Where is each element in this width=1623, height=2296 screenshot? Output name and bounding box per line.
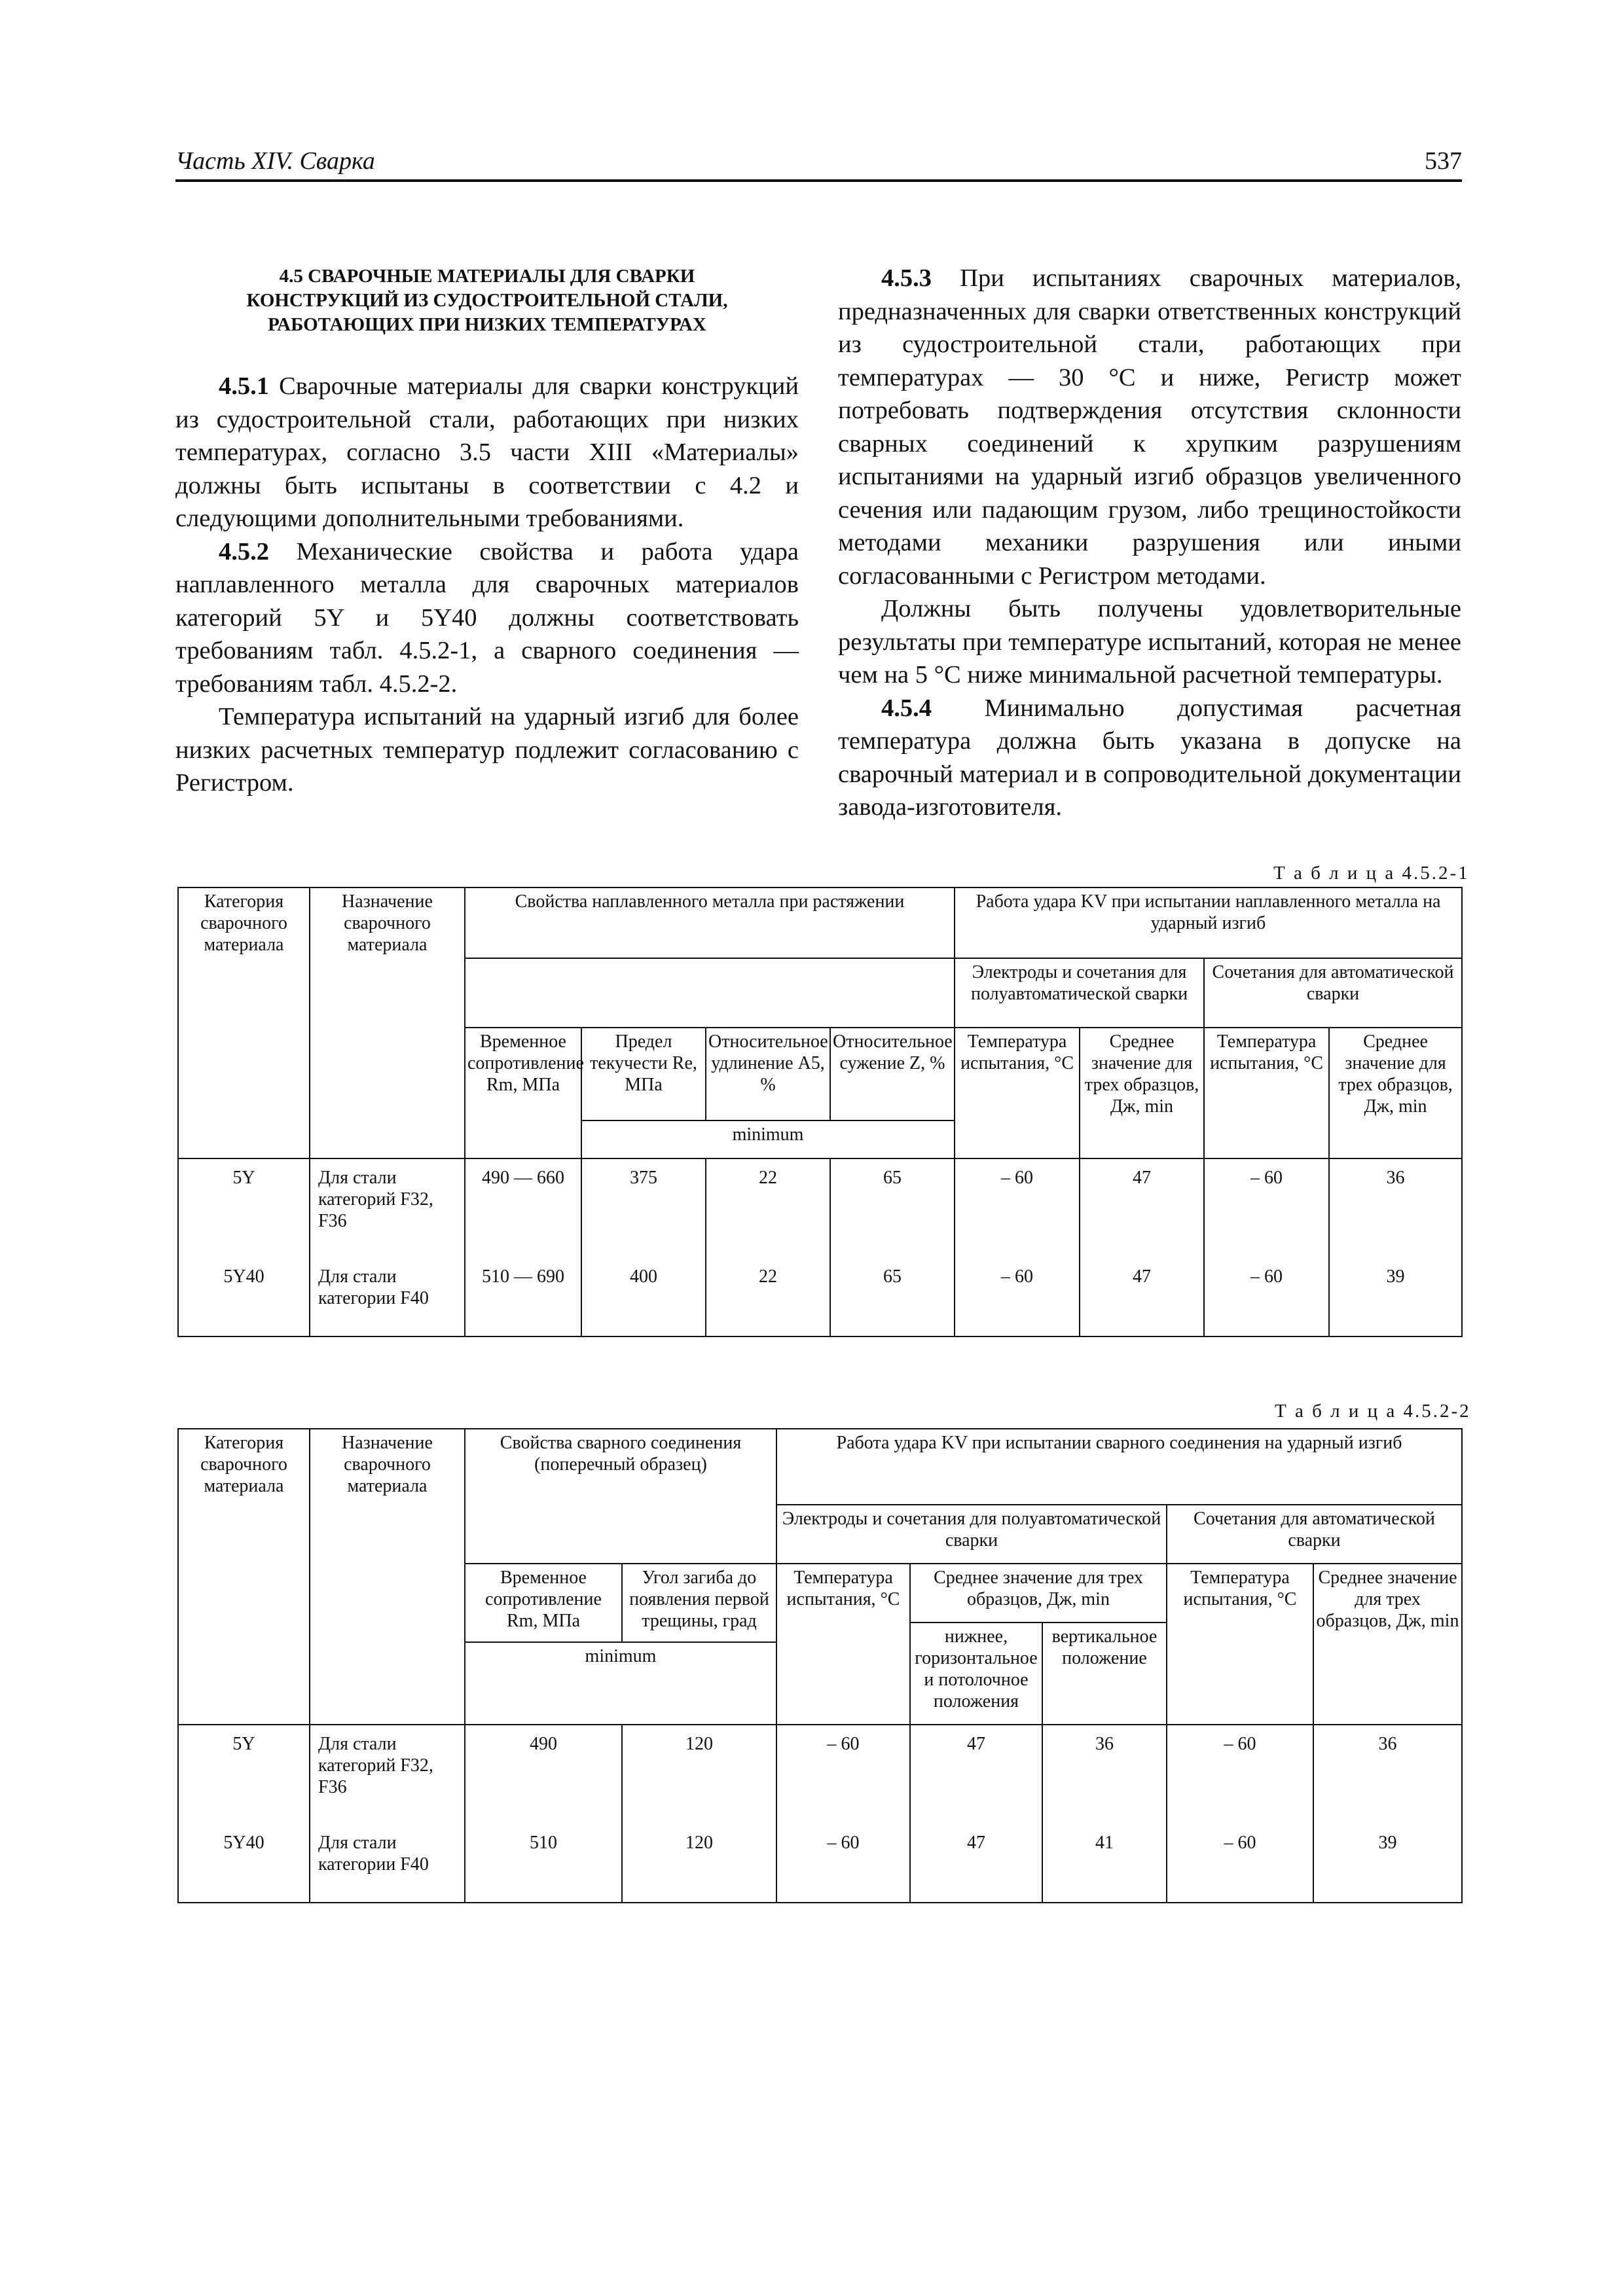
t1-h-temp-semi: Температура испытания, °C [955, 1028, 1080, 1158]
t1-h-auto: Сочетания для автоматической сварки [1204, 958, 1462, 1028]
paragraph-4-5-3: 4.5.3 При испытаниях сварочных материалов, предназначенных для сварки ответственных конструкций из судостроительной стали, работающих при температурах — 30 °C и ниже, Регистр может потребовать подтверждения отсутствия склонности сварных соединений к хрупким разрушениям испытаниями на ударный изгиб образцов увеличенного сечения или падающим грузом, либо трещиностойкости методами механики разрушения или иными согласованными с Регистром методами. [838, 264, 1462, 590]
t1-h-impact: Работа удара KV при испытании наплавленного металла на ударный изгиб [955, 888, 1462, 958]
paragraph-4-5-1: 4.5.1 Сварочные материалы для сварки конструкций из судостроительной стали, работающих при низких температурах, согласно 3.5 части XIII «Материалы» должны быть испытаны в соответствии с 4.2 и следующими дополнительными требованиями. [175, 372, 799, 532]
t1-h-electrodes: Электроды и сочетания для полуавтоматической сварки [955, 958, 1204, 1028]
running-title: Часть XIV. Сварка [175, 147, 375, 175]
paragraph-4-5-3-continued: Должны быть получены удовлетворительные результаты при температуре испытаний, которая не менее чем на 5 °C ниже минимальной расчетной температуры. [838, 595, 1461, 689]
t1-row-5y40: 5Y40 Для стали категории F40 510 — 690 400 22 65 – 60 47 – 60 39 [178, 1263, 1462, 1336]
t1-h-avg-auto: Среднее значение для трех образцов, Дж, min [1329, 1028, 1462, 1158]
t1-h-minimum: minimum [581, 1121, 955, 1158]
page-number: 537 [1425, 147, 1462, 175]
section-heading: 4.5 СВАРОЧНЫЕ МАТЕРИАЛЫ ДЛЯ СВАРКИ КОНСТРУКЦИЙ ИЗ СУДОСТРОИТЕЛЬНОЙ СТАЛИ, РАБОТАЮЩИХ ПРИ НИЗКИХ ТЕМПЕРАТУРАХ [246, 266, 728, 335]
t2-h-avg3: Среднее значение для трех образцов, Дж, min [910, 1564, 1167, 1623]
table-4-5-2-2 [177, 1428, 1463, 1903]
right-column [838, 262, 1461, 824]
t1-h-re: Предел текучести Re, МПа [581, 1028, 706, 1121]
t2-row-5y: 5Y Для стали категорий F32, F36 490 120 – 60 47 36 – 60 36 [178, 1725, 1462, 1829]
t1-h-props: Свойства наплавленного металла при растяжении [465, 888, 955, 958]
t2-h-avg-auto: Среднее значение для трех образцов, Дж, min [1313, 1564, 1462, 1725]
t1-h-category: Категория сварочного материала [178, 888, 310, 1158]
t2-h-minimum: minimum [465, 1642, 776, 1725]
t1-h-z: Относительное сужение Z, % [830, 1028, 955, 1121]
t2-h-electrodes: Электроды и сочетания для полуавтоматической сварки [776, 1505, 1167, 1564]
t1-h-temp-auto: Температура испытания, °C [1204, 1028, 1329, 1158]
page-header [175, 145, 1462, 182]
table2-caption: Т а б л и ц а 4.5.2-2 [1275, 1401, 1471, 1422]
left-column [175, 262, 799, 800]
paragraph-4-5-2: 4.5.2 Механические свойства и работа удара наплавленного металла для сварочных материалов категорий 5Y и 5Y40 должны соответствовать требованиям табл. 4.5.2-1, а сварного соединения — требованиям табл. 4.5.2-2. [175, 537, 799, 698]
t1-row-5y: 5Y Для стали категорий F32, F36 490 — 660 375 22 65 – 60 47 – 60 36 [178, 1158, 1462, 1263]
t2-row-5y40: 5Y40 Для стали категории F40 510 120 – 60 47 41 – 60 39 [178, 1829, 1462, 1903]
paragraph-4-5-2-continued: Температура испытаний на ударный изгиб для более низких расчетных температур подлежит согласованию с Регистром. [175, 703, 799, 797]
t2-h-category: Категория сварочного материала [178, 1429, 310, 1725]
paragraph-4-5-4: 4.5.4 Минимально допустимая расчетная температура должна быть указана в допуске на сварочный материал и в сопроводительной документации завода-изготовителя. [838, 694, 1461, 821]
table-4-5-2-1 [177, 887, 1463, 1337]
t2-h-bend: Угол загиба до появления первой трещины, град [622, 1564, 776, 1642]
table1-caption: Т а б л и ц а 4.5.2-1 [1273, 863, 1470, 884]
t2-h-auto: Сочетания для автоматической сварки [1167, 1505, 1462, 1564]
t2-h-vert: вертикальное положение [1042, 1623, 1167, 1725]
t2-h-impact: Работа удара KV при испытании сварного соединения на ударный изгиб [776, 1429, 1462, 1505]
t2-h-props: Свойства сварного соединения (поперечный образец) [465, 1429, 776, 1564]
t1-h-props-spacer [465, 958, 955, 1028]
t2-h-rm: Временное сопротивление Rm, МПа [465, 1564, 622, 1642]
t2-h-temp-semi: Температура испытания, °C [776, 1564, 910, 1725]
t1-h-purpose: Назначение сварочного материала [310, 888, 465, 1158]
t1-h-a5: Относительное удлинение A5, % [706, 1028, 830, 1121]
t1-h-avg-semi: Среднее значение для трех образцов, Дж, min [1080, 1028, 1204, 1158]
t1-h-rm: Временное сопротивление Rm, МПа [465, 1028, 581, 1158]
t2-h-lower: нижнее, горизонтальное и потолочное положения [910, 1623, 1042, 1725]
t2-h-purpose: Назначение сварочного материала [310, 1429, 465, 1725]
t2-h-temp-auto: Температура испытания, °C [1167, 1564, 1313, 1725]
